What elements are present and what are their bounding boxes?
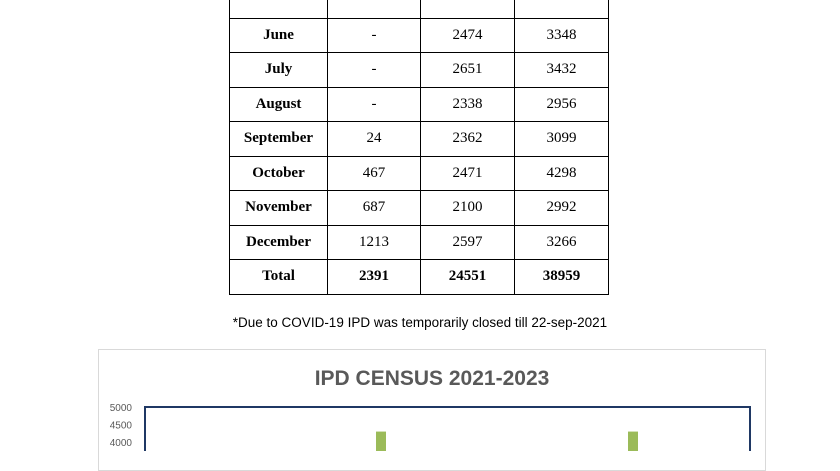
bar-series <box>376 432 638 451</box>
month-cell: October <box>230 156 328 191</box>
value-cell: - <box>328 87 421 122</box>
value-cell: 2651 <box>421 53 515 88</box>
ipd-census-table <box>229 0 609 295</box>
month-cell: November <box>230 191 328 226</box>
y-tick-label: 5000 <box>109 403 132 414</box>
value-cell: 2471 <box>421 156 515 191</box>
value-cell: 2956 <box>515 87 609 122</box>
value-cell <box>328 0 421 18</box>
value-cell <box>515 0 609 18</box>
month-cell: August <box>230 87 328 122</box>
table-row <box>230 87 609 122</box>
value-cell: 1213 <box>328 225 421 260</box>
value-cell: 3432 <box>515 53 609 88</box>
total-value-cell: 24551 <box>421 260 515 295</box>
total-value-cell: 2391 <box>328 260 421 295</box>
value-cell: 4298 <box>515 156 609 191</box>
table-row <box>230 53 609 88</box>
value-cell: 2362 <box>421 122 515 157</box>
chart-svg <box>99 350 765 451</box>
value-cell: 2100 <box>421 191 515 226</box>
total-label-cell: Total <box>230 260 328 295</box>
y-tick-label: 4500 <box>109 420 132 432</box>
value-cell: 24 <box>328 122 421 157</box>
table-row-total <box>230 260 609 295</box>
y-axis-ticks <box>110 403 133 449</box>
value-cell: 3348 <box>515 18 609 53</box>
value-cell: - <box>328 18 421 53</box>
plot-area-border <box>145 407 750 451</box>
table-row <box>230 191 609 226</box>
covid-footnote: *Due to COVID-19 IPD was temporarily closed till 22-sep-2021 <box>232 315 608 330</box>
chart-bar <box>376 432 386 451</box>
ipd-census-chart <box>98 349 766 471</box>
value-cell: 3266 <box>515 225 609 260</box>
total-value-cell: 38959 <box>515 260 609 295</box>
month-cell: December <box>230 225 328 260</box>
month-cell <box>230 0 328 18</box>
value-cell: - <box>328 53 421 88</box>
value-cell: 2597 <box>421 225 515 260</box>
value-cell <box>421 0 515 18</box>
table-row <box>230 122 609 157</box>
table-row <box>230 18 609 53</box>
y-tick-label: 4000 <box>109 438 132 449</box>
chart-title: IPD CENSUS 2021-2023 <box>314 367 550 390</box>
chart-bar <box>628 432 638 451</box>
value-cell: 2338 <box>421 87 515 122</box>
table-row <box>230 225 609 260</box>
value-cell: 687 <box>328 191 421 226</box>
value-cell: 2992 <box>515 191 609 226</box>
month-cell: June <box>230 18 328 53</box>
table-row-partial <box>230 0 609 18</box>
month-cell: July <box>230 53 328 88</box>
value-cell: 3099 <box>515 122 609 157</box>
value-cell: 467 <box>328 156 421 191</box>
table-row <box>230 156 609 191</box>
value-cell: 2474 <box>421 18 515 53</box>
month-cell: September <box>230 122 328 157</box>
